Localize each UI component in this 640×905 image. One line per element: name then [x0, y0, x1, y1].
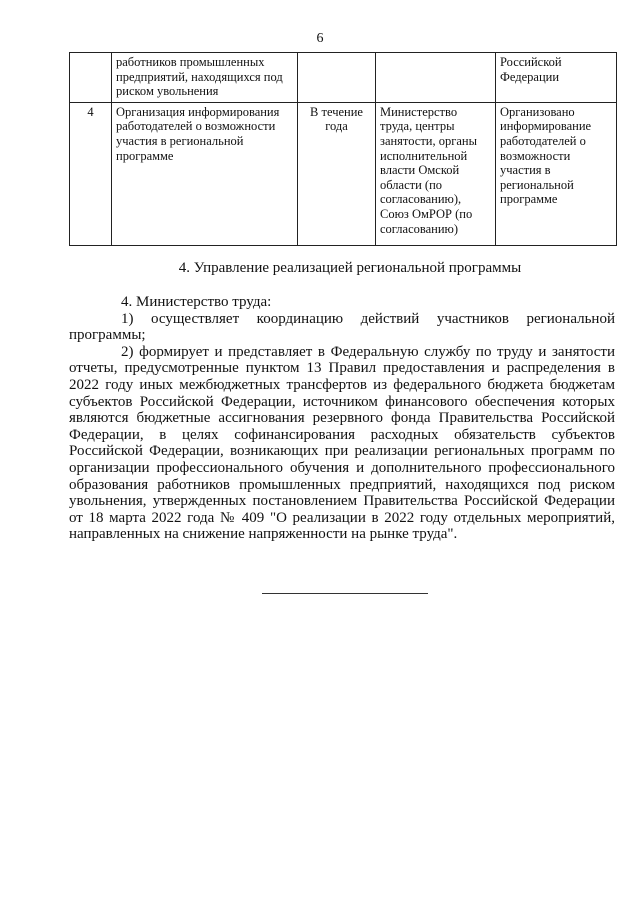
section-title: 4. Управление реализацией региональной программы	[178, 260, 522, 276]
paragraph: 2) формирует и представляет в Федеральную службу по труду и занятости отчеты, предусмотренные пунктом 13 Правил предоставления и распределения в 2022 году иных межбюджетных трансфертов из федерального бюджета бюджетам субъектов Российской Федерации, источником финансового обеспечения которых являются бюджетные ассигнования резервного фонда Правительства Российской Федерации, в целях софинансирования расходных обязательств субъектов Российской Федерации, возникающих при реализации региональных программ по организации профессионального обучения и дополнительного профессионального образования работников промышленных предприятий, находящихся под риском увольнения, утвержденных постановлением Правительства Российской Федерации от 18 марта 2022 года № 409 "О реализации в 2022 году отдельных мероприятий, направленных на снижение напряженности на рынке труда".	[69, 343, 615, 543]
end-of-document-rule	[262, 593, 428, 594]
result-cell: Организовано информирование работодателей о возможности участия в региональной программе	[496, 102, 617, 245]
period-cell: В течение года	[298, 102, 376, 245]
activity-cell: Организация информирования работодателей о возможности участия в региональной программе	[112, 102, 298, 245]
executors-cell	[376, 53, 496, 103]
table-row	[70, 102, 617, 245]
row-number-cell: 4	[70, 102, 112, 245]
executors-cell: Министерство труда, центры занятости, органы исполнительной власти Омской области (по согласованию), Союз ОмРОР (по согласованию)	[376, 102, 496, 245]
row-number-cell	[70, 53, 112, 103]
period-cell	[298, 53, 376, 103]
paragraph: 1) осуществляет координацию действий участников региональной программы;	[69, 310, 615, 344]
paragraph: 4. Министерство труда:	[121, 294, 272, 310]
program-activities-table	[69, 52, 617, 246]
activity-cell: работников промышленных предприятий, находящихся под риском увольнения	[112, 53, 298, 103]
body-text	[69, 294, 615, 543]
page-number: 6	[316, 31, 324, 46]
table-row	[70, 53, 617, 103]
result-cell: Российской Федерации	[496, 53, 617, 103]
